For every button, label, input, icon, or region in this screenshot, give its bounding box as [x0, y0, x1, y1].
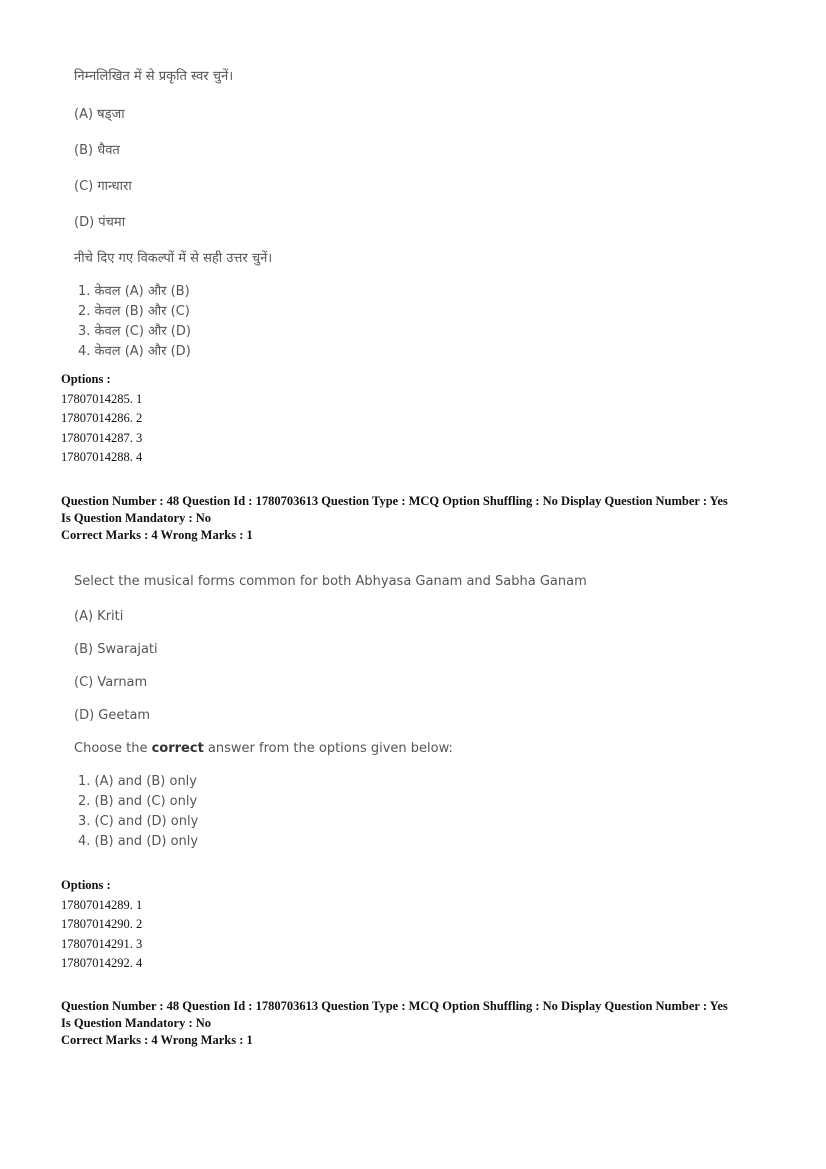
question-1-choice-3: 3. केवल (C) और (D)	[78, 324, 191, 339]
question-2-option-d: (D) Geetam	[74, 708, 151, 723]
question-1-option-d: (D) पंचमा	[74, 215, 126, 230]
question-3-header-line2: Is Question Mandatory : No	[61, 1016, 212, 1030]
question-2-option-b: (B) Swarajati	[74, 642, 158, 657]
options-2-item: 17807014289. 1	[61, 897, 143, 912]
question-1-choice-1: 1. केवल (A) और (B)	[78, 284, 190, 299]
question-1-option-c: (C) गान्धारा	[74, 179, 132, 194]
options-2-item: 17807014292. 4	[61, 956, 143, 970]
question-1-option-b: (B) धैवत	[74, 143, 120, 158]
options-2-item: 17807014291. 3	[61, 936, 143, 951]
options-1-item: 17807014285. 1	[61, 391, 143, 406]
question-2-instruction	[74, 741, 587, 756]
question-2-block	[74, 574, 587, 854]
question-2-option-a: (A) Kriti	[74, 609, 124, 624]
question-2-choice-1: 1. (A) and (B) only	[78, 774, 197, 789]
question-2-header-line2: Is Question Mandatory : No	[61, 511, 212, 525]
question-2-header-line3: Correct Marks : 4 Wrong Marks : 1	[61, 528, 253, 542]
question-2-choice-2: 2. (B) and (C) only	[78, 794, 198, 809]
options-1-item: 17807014286. 2	[61, 411, 143, 425]
question-3-header	[61, 998, 781, 1049]
question-1-choice-2: 2. केवल (B) और (C)	[78, 304, 190, 319]
instruction-text-bold: correct	[151, 741, 204, 756]
question-3-header-line1: Question Number : 48 Question Id : 1780703613 Question Type : MCQ Option Shuffling : No Display Question Number : Yes	[61, 999, 728, 1013]
question-2-header	[61, 493, 781, 544]
options-2-item: 17807014290. 2	[61, 917, 143, 931]
options-1-item: 17807014287. 3	[61, 430, 143, 445]
question-2-choice-3: 3. (C) and (D) only	[78, 814, 199, 829]
options-1-label: Options :	[61, 372, 111, 386]
question-2-choice-4: 4. (B) and (D) only	[78, 834, 199, 849]
question-1-instruction: नीचे दिए गए विकल्पों में से सही उत्तर चुनें।	[74, 251, 273, 266]
question-2-option-c: (C) Varnam	[74, 675, 148, 690]
options-2-list	[61, 876, 781, 974]
question-1-block	[74, 66, 272, 364]
question-3-header-line3: Correct Marks : 4 Wrong Marks : 1	[61, 1033, 253, 1047]
question-1-option-a: (A) षड्जा	[74, 107, 125, 122]
instruction-text-post: answer from the options given below:	[203, 741, 453, 756]
question-2-header-line1: Question Number : 48 Question Id : 1780703613 Question Type : MCQ Option Shuffling : No Display Question Number : Yes	[61, 494, 728, 508]
options-1-list	[61, 370, 781, 468]
question-2-stem: Select the musical forms common for both Abhyasa Ganam and Sabha Ganam	[74, 574, 587, 589]
question-1-choice-4: 4. केवल (A) और (D)	[78, 344, 191, 359]
options-2-label: Options :	[61, 878, 111, 892]
instruction-text-pre: Choose the	[74, 741, 152, 756]
options-1-item: 17807014288. 4	[61, 450, 143, 464]
question-1-stem: निम्नलिखित में से प्रकृति स्वर चुनें।	[74, 69, 234, 84]
